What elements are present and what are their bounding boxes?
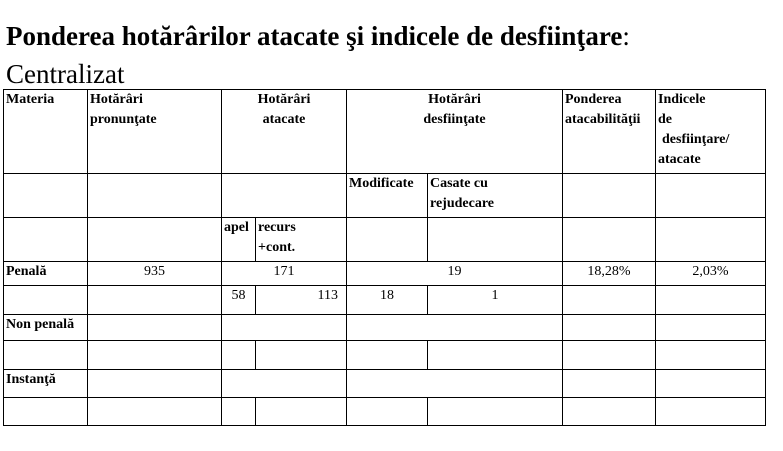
header-atacate-line-2: atacate [262,112,306,127]
header-pronuntate [88,90,222,174]
stats-table [3,89,766,426]
cell-empty [4,341,88,370]
header-row-main [4,90,766,174]
cell-empty [563,174,656,218]
cell-empty [563,218,656,262]
cell-empty [88,286,222,315]
table-row-instanta [4,370,766,398]
penala-indicele: 2,03% [656,262,766,286]
header-apel: apel [222,218,256,262]
header-desfiintate-line-2: desfiinţate [423,112,486,127]
header-ponderea-line-2: atacabilităţii [565,112,641,127]
cell-empty [4,286,88,315]
cell-empty [656,398,766,426]
header-atacate-line-1: Hotărâri [257,92,311,107]
cell-empty [656,370,766,398]
cell-empty [656,315,766,341]
page-subtitle: Centralizat [6,59,125,89]
header-casate-line-1: Casate cu [430,176,488,191]
header-materia: Materia [4,90,88,174]
row-label-instanta: Instanţă [4,370,88,398]
header-indicele-line-2: de [658,112,672,127]
cell-empty [256,341,347,370]
row-label-penala: Penală [4,262,88,286]
header-indicele [656,90,766,174]
header-ponderea [563,90,656,174]
header-recurs-line-1: recurs [258,220,296,235]
penala-apel: 58 [222,286,256,315]
cell-empty [88,218,222,262]
penala-desfiintate: 19 [347,262,563,286]
cell-empty [656,218,766,262]
cell-empty [347,398,428,426]
cell-empty [347,218,428,262]
page-title-colon: : [622,21,630,51]
header-ponderea-line-1: Ponderea [565,92,622,107]
cell-empty [222,315,347,341]
cell-empty [222,174,347,218]
cell-empty [4,398,88,426]
cell-empty [222,341,256,370]
cell-empty [563,286,656,315]
table-row-non-penala-detail [4,341,766,370]
cell-empty [563,398,656,426]
penala-casate: 1 [428,286,563,315]
penala-modificate: 18 [347,286,428,315]
penala-ponderea: 18,28% [563,262,656,286]
cell-empty [4,218,88,262]
page-title-text: Ponderea hotărârilor atacate şi indicele de desfiinţare [6,21,623,51]
header-row-sub [4,174,766,218]
cell-empty [4,174,88,218]
cell-empty [88,398,222,426]
header-pronuntate-line-2: pronunţate [90,112,157,127]
table-row-penala-detail [4,286,766,315]
cell-empty [347,315,563,341]
penala-pronuntate: 935 [88,262,222,286]
header-indicele-line-1: Indicele [658,92,706,107]
header-indicele-line-4: atacate [658,152,701,167]
cell-empty [347,370,563,398]
header-modificate: Modificate [347,174,428,218]
table-row-penala [4,262,766,286]
cell-empty [428,218,563,262]
header-casate-line-2: rejudecare [430,196,495,211]
cell-empty [88,370,222,398]
cell-empty [347,341,428,370]
page-title [6,20,630,52]
header-atacate [222,90,347,174]
cell-empty [88,315,222,341]
table-row-non-penala [4,315,766,341]
cell-empty [428,341,563,370]
cell-empty [656,341,766,370]
header-casate [428,174,563,218]
cell-empty [222,398,256,426]
cell-empty [88,341,222,370]
header-pronuntate-line-1: Hotărâri [90,92,143,107]
header-recurs-line-2: +cont. [258,240,296,255]
cell-empty [428,398,563,426]
table-row-instanta-detail [4,398,766,426]
row-label-non-penala: Non penală [4,315,88,341]
header-row-subsub [4,218,766,262]
penala-recurs: 113 [256,286,347,315]
header-indicele-line-3: desfiinţare/ [662,132,730,147]
cell-empty [563,341,656,370]
cell-empty [88,174,222,218]
header-recurs [256,218,347,262]
cell-empty [563,370,656,398]
cell-empty [256,398,347,426]
penala-atacate: 171 [222,262,347,286]
cell-empty [656,174,766,218]
cell-empty [656,286,766,315]
cell-empty [222,370,347,398]
cell-empty [563,315,656,341]
header-desfiintate [347,90,563,174]
header-desfiintate-line-1: Hotărâri [428,92,481,107]
